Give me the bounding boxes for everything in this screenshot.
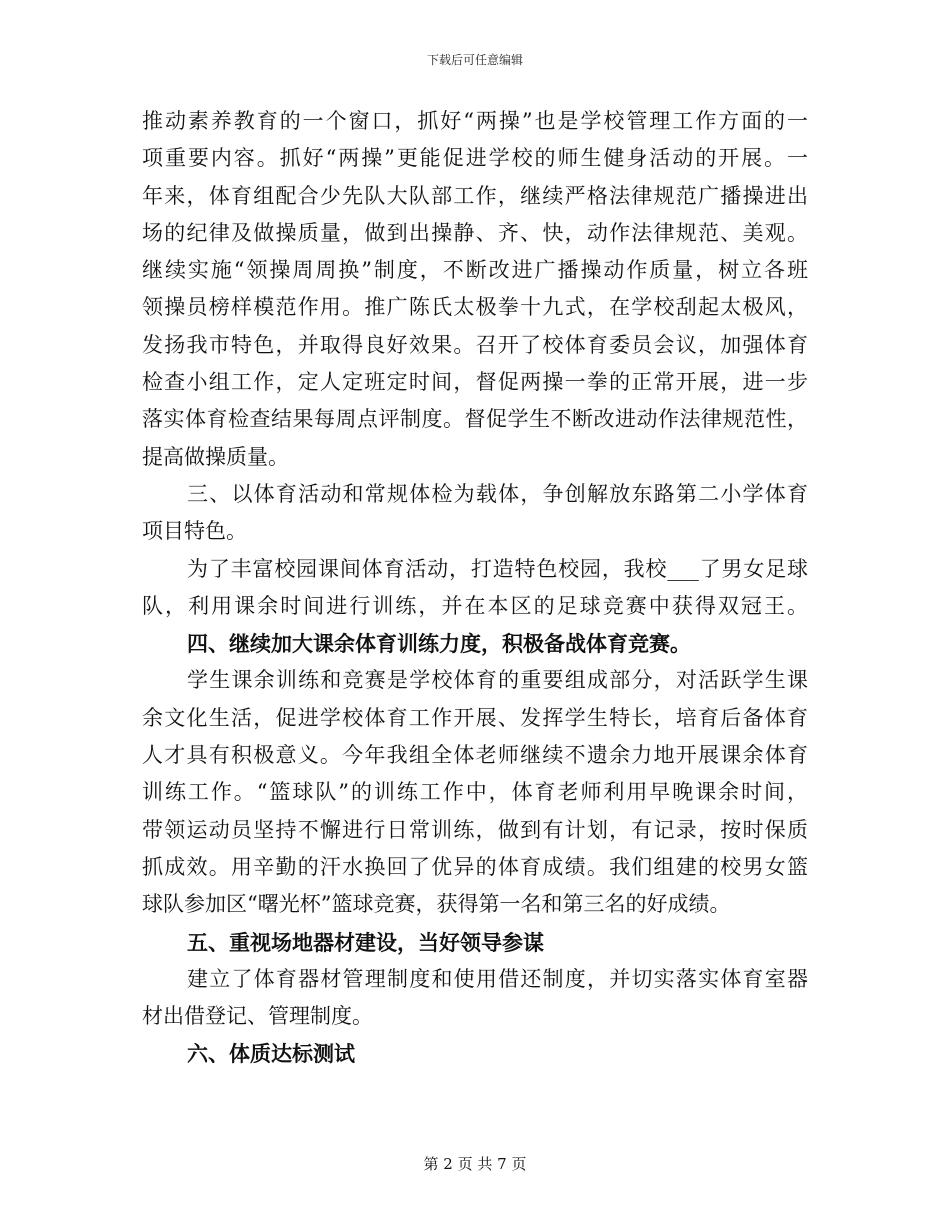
section-heading-line: 三、以体育活动和常规体检为载体，争创解放东路第二小学体育 bbox=[187, 481, 808, 506]
section-heading: 六、体质达标测试 bbox=[187, 1041, 355, 1067]
paragraph-line: 发扬我市特色，并取得良好效果。召开了校体育委员会议，加强体育 bbox=[142, 332, 808, 357]
section-heading: 四、继续加大课余体育训练力度，积极备战体育竞赛。 bbox=[187, 631, 691, 657]
paragraph-line: 人才具有积极意义。今年我组全体老师继续不遗余力地开展课余体育 bbox=[142, 743, 808, 768]
paragraph-line: 带领运动员坚持不懈进行日常训练，做到有计划，有记录，按时保质 bbox=[142, 817, 808, 842]
paragraph-line: 余文化生活，促进学校体育工作开展、发挥学生特长，培育后备体育 bbox=[142, 705, 808, 730]
paragraph-line: 领操员榜样模范作用。推广陈氏太极拳十九式，在学校刮起太极风， bbox=[142, 295, 808, 320]
paragraph-line: 训练工作。“篮球队”的训练工作中，体育老师利用早晚课余时间， bbox=[142, 780, 808, 805]
paragraph-line: 建立了体育器材管理制度和使用借还制度，并切实落实体育室器 bbox=[187, 966, 808, 991]
paragraph-line: 项重要内容。抓好“两操”更能促进学校的师生健身活动的开展。一 bbox=[142, 146, 808, 171]
paragraph-line: 推动素养教育的一个窗口，抓好“两操”也是学校管理工作方面的一 bbox=[142, 109, 808, 133]
section-heading: 五、重视场地器材建设，当好领导参谋 bbox=[187, 929, 544, 955]
paragraph-line: 材出借登记、管理制度。 bbox=[142, 1004, 373, 1029]
page-footer: 第 2 页 共 7 页 bbox=[423, 1155, 527, 1173]
paragraph-line: 继续实施“领操周周换”制度，不断改进广播操动作质量，树立各班 bbox=[142, 258, 808, 283]
paragraph-line: 检查小组工作，定人定班定时间，督促两操一拳的正常开展，进一步 bbox=[142, 370, 808, 395]
paragraph-line: 球队参加区“曙光杯”篮球竞赛，获得第一名和第三名的好成绩。 bbox=[142, 892, 731, 917]
paragraph-line: 抓成效。用辛勤的汗水换回了优异的体育成绩。我们组建的校男女篮 bbox=[142, 854, 808, 879]
paragraph-line: 落实体育检查结果每周点评制度。督促学生不断改进动作法律规范性， bbox=[142, 407, 808, 432]
page-header: 下载后可任意编辑 bbox=[426, 53, 523, 67]
paragraph-line: 年来，体育组配合少先队大队部工作，继续严格法律规范广播操进出 bbox=[142, 183, 808, 208]
section-heading-line: 项目特色。 bbox=[142, 519, 247, 544]
paragraph-line: 学生课余训练和竞赛是学校体育的重要组成部分，对活跃学生课 bbox=[187, 668, 808, 693]
paragraph-line: 提高做操质量。 bbox=[142, 444, 289, 469]
paragraph-line: 场的纪律及做操质量，做到出操静、齐、快，动作法律规范、美观。 bbox=[142, 220, 808, 245]
paragraph-line: 为了丰富校园课间体育活动，打造特色校园，我校___了男女足球 bbox=[187, 556, 808, 581]
document-body bbox=[142, 103, 808, 1073]
paragraph-line: 队，利用课余时间进行训练，并在本区的足球竞赛中获得双冠王。 bbox=[142, 593, 808, 618]
